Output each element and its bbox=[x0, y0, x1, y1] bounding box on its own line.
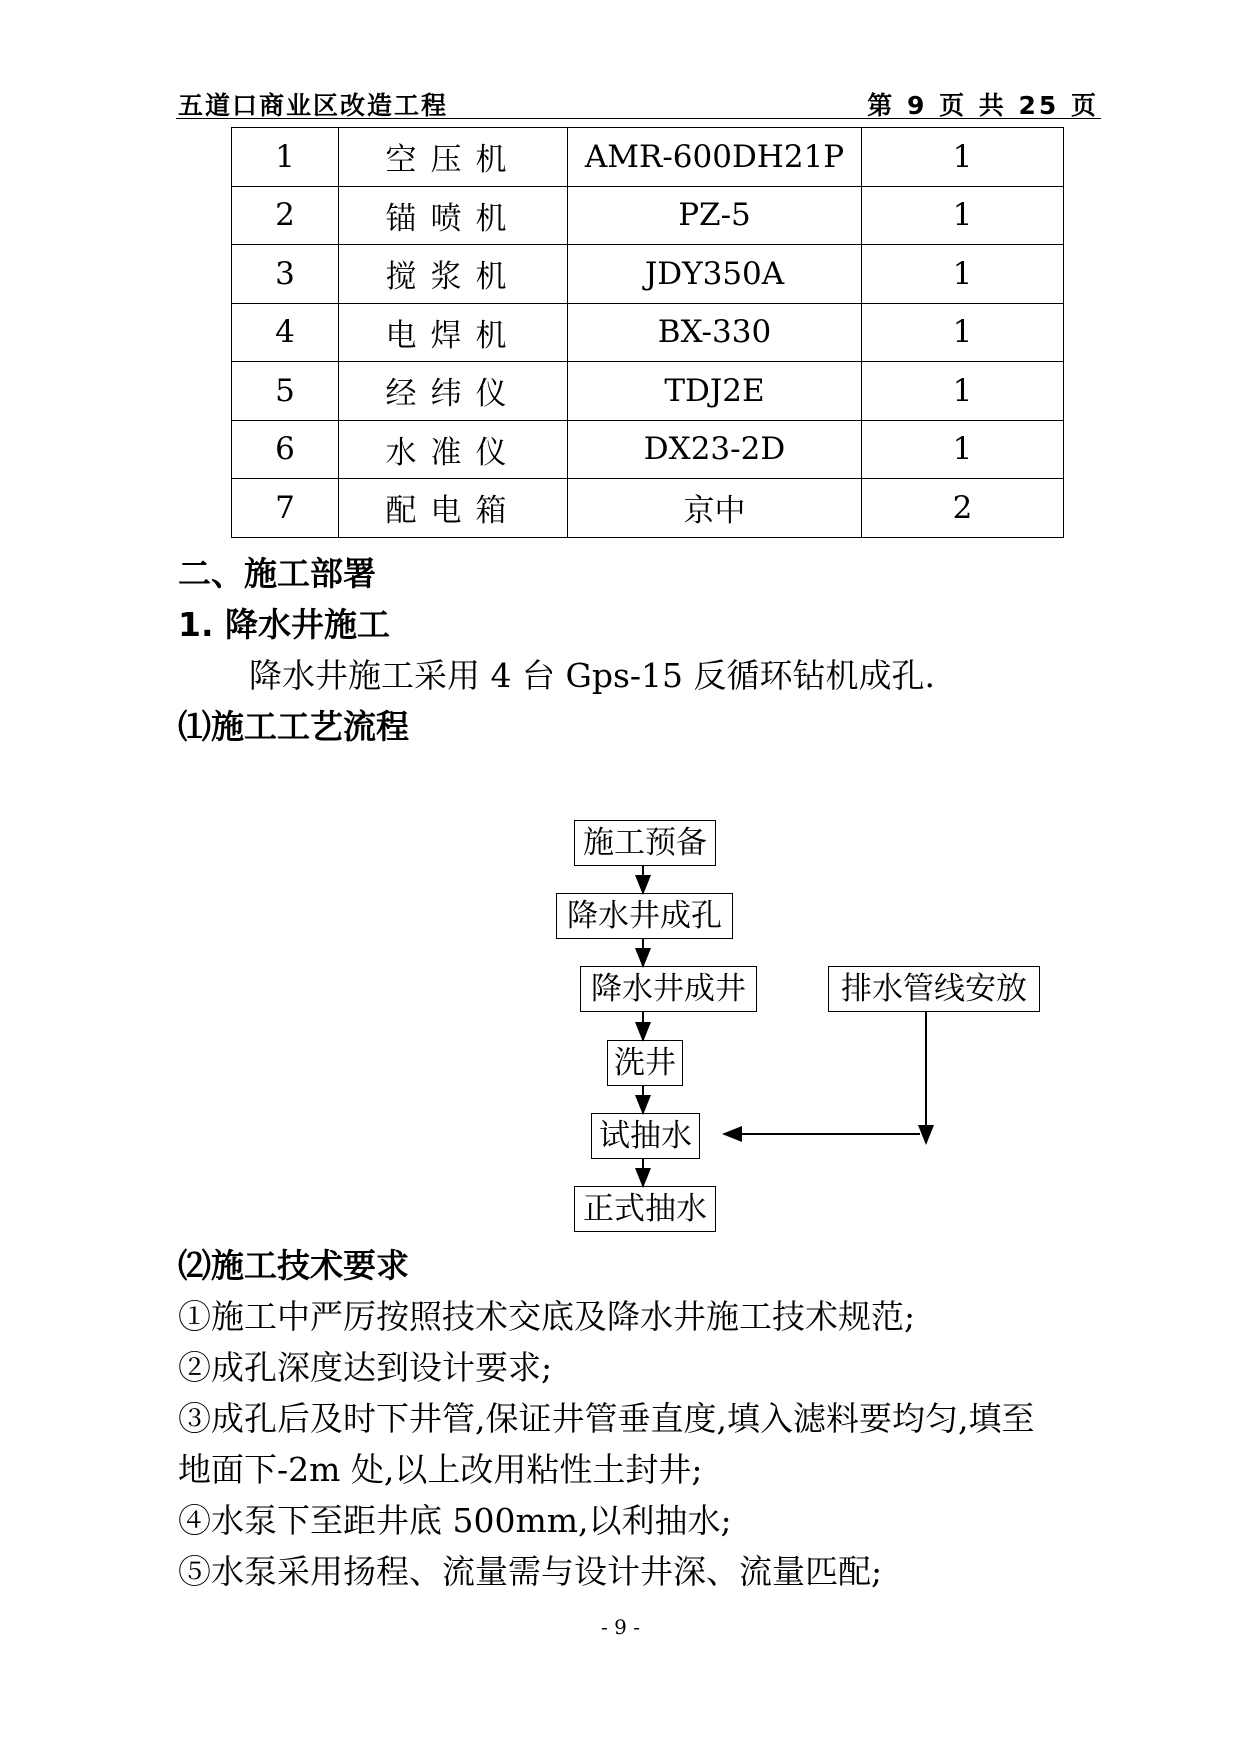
flow-step-4: 洗井 bbox=[607, 1040, 683, 1086]
equipment-model: 京中 bbox=[568, 479, 862, 538]
row-number: 3 bbox=[232, 245, 339, 304]
row-number: 7 bbox=[232, 479, 339, 538]
equipment-model: AMR-600DH21P bbox=[568, 128, 862, 187]
equipment-table bbox=[231, 127, 1064, 538]
header-rule bbox=[176, 118, 1101, 119]
row-number: 1 bbox=[232, 128, 339, 187]
table-row bbox=[232, 303, 1064, 362]
page-number: - 9 - bbox=[601, 1615, 640, 1639]
equipment-name: 经纬仪 bbox=[339, 362, 568, 421]
row-number: 4 bbox=[232, 303, 339, 362]
table-row bbox=[232, 186, 1064, 245]
equipment-quantity: 1 bbox=[862, 128, 1064, 187]
requirement-item: ③成孔后及时下井管,保证井管垂直度,填入滤料要均匀,填至 bbox=[178, 1399, 1035, 1438]
equipment-name: 搅浆机 bbox=[339, 245, 568, 304]
table-row bbox=[232, 479, 1064, 538]
requirement-item: ①施工中严厉按照技术交底及降水井施工技术规范; bbox=[178, 1297, 916, 1336]
table-row bbox=[232, 420, 1064, 479]
equipment-name: 空压机 bbox=[339, 128, 568, 187]
equipment-quantity: 1 bbox=[862, 362, 1064, 421]
flow-step-2: 降水井成孔 bbox=[556, 893, 733, 939]
flow-heading: ⑴施工工艺流程 bbox=[178, 707, 409, 746]
row-number: 5 bbox=[232, 362, 339, 421]
equipment-quantity: 1 bbox=[862, 245, 1064, 304]
equipment-model: DX23-2D bbox=[568, 420, 862, 479]
intro-paragraph: 降水井施工采用 4 台 Gps-15 反循环钻机成孔. bbox=[249, 656, 936, 695]
flow-step-5: 试抽水 bbox=[591, 1113, 700, 1159]
row-number: 6 bbox=[232, 420, 339, 479]
equipment-name: 配电箱 bbox=[339, 479, 568, 538]
row-number: 2 bbox=[232, 186, 339, 245]
equipment-name: 锚喷机 bbox=[339, 186, 568, 245]
equipment-model: JDY350A bbox=[568, 245, 862, 304]
equipment-name: 水准仪 bbox=[339, 420, 568, 479]
flow-side-step: 排水管线安放 bbox=[828, 966, 1040, 1012]
requirement-item: ⑤水泵采用扬程、流量需与设计井深、流量匹配; bbox=[178, 1552, 883, 1591]
equipment-model: TDJ2E bbox=[568, 362, 862, 421]
equipment-model: PZ-5 bbox=[568, 186, 862, 245]
section-heading: 二、施工部署 bbox=[178, 554, 376, 593]
requirement-item: ④水泵下至距井底 500mm,以利抽水; bbox=[178, 1501, 732, 1540]
requirements-heading: ⑵施工技术要求 bbox=[178, 1246, 409, 1285]
table-row bbox=[232, 362, 1064, 421]
page-label: 第 9 页 共 25 页 bbox=[867, 91, 1099, 120]
equipment-quantity: 1 bbox=[862, 186, 1064, 245]
table-row bbox=[232, 245, 1064, 304]
flow-step-6: 正式抽水 bbox=[574, 1186, 716, 1232]
equipment-model: BX-330 bbox=[568, 303, 862, 362]
project-title: 五道口商业区改造工程 bbox=[178, 91, 449, 120]
table-row bbox=[232, 128, 1064, 187]
equipment-quantity: 1 bbox=[862, 303, 1064, 362]
equipment-quantity: 2 bbox=[862, 479, 1064, 538]
flow-step-3: 降水井成井 bbox=[580, 966, 757, 1012]
requirement-item: 地面下-2m 处,以上改用粘性土封井; bbox=[178, 1450, 703, 1489]
subsection-heading: 1. 降水井施工 bbox=[178, 605, 390, 644]
equipment-name: 电焊机 bbox=[339, 303, 568, 362]
equipment-quantity: 1 bbox=[862, 420, 1064, 479]
requirement-item: ②成孔深度达到设计要求; bbox=[178, 1348, 553, 1387]
flow-step-1: 施工预备 bbox=[574, 820, 716, 866]
